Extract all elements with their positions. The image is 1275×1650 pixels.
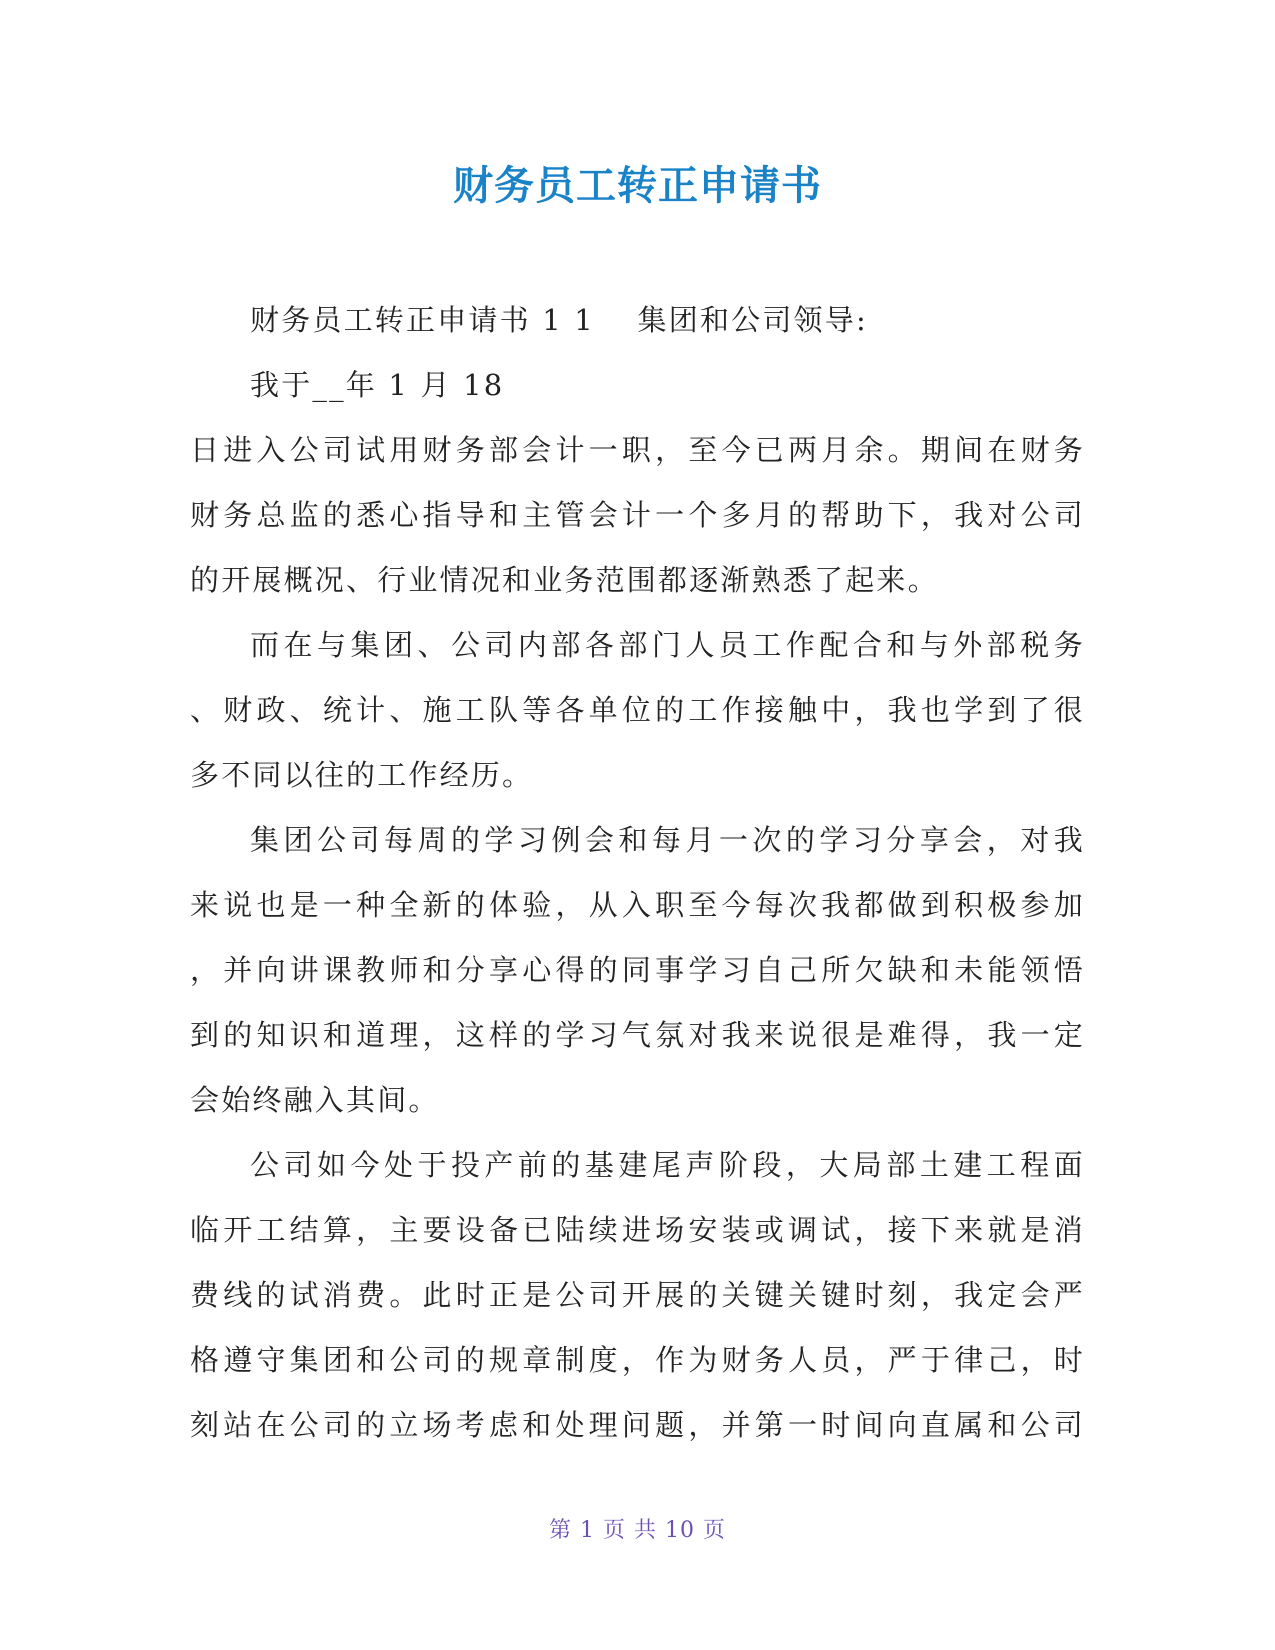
body-line: 到的知识和道理，这样的学习气氛对我来说很是难得，我一定 (190, 1018, 1085, 1052)
body-line: 财务总监的悉心指导和主管会计一个多月的帮助下，我对公司 (190, 498, 1085, 532)
body-line: 临开工结算，主要设备已陆续进场安装或调试，接下来就是消 (190, 1213, 1085, 1247)
body-line: ，并向讲课教师和分享心得的同事学习自己所欠缺和未能领悟 (190, 953, 1085, 987)
body-line: 集团公司每周的学习例会和每月一次的学习分享会，对我 (250, 823, 1085, 857)
footer-middle: 页 共 (603, 1518, 657, 1543)
body-line: 刻站在公司的立场考虑和处理问题，并第一时间向直属和公司 (190, 1408, 1085, 1442)
page-footer (0, 1513, 1275, 1544)
body-line: 多不同以往的工作经历。 (190, 758, 534, 792)
footer-page-number: 1 (580, 1518, 595, 1543)
document-body (190, 288, 1085, 1458)
body-line: 费线的试消费。此时正是公司开展的关键关键时刻，我定会严 (190, 1278, 1085, 1312)
body-line: 日进入公司试用财务部会计一职，至今已两月余。期间在财务 (190, 433, 1085, 467)
body-line: 我于__年 1 月 18 (250, 368, 505, 402)
footer-total-pages: 10 (665, 1518, 695, 1543)
body-line: 来说也是一种全新的体验，从入职至今每次我都做到积极参加 (190, 888, 1085, 922)
document-title: 财务员工转正申请书 (453, 163, 822, 209)
body-line: 公司如今处于投产前的基建尾声阶段，大局部土建工程面 (250, 1148, 1085, 1182)
body-line: 格遵守集团和公司的规章制度，作为财务人员，严于律己，时 (190, 1343, 1085, 1377)
body-line: 、财政、统计、施工队等各单位的工作接触中，我也学到了很 (190, 693, 1085, 727)
body-line: 会始终融入其间。 (190, 1083, 440, 1117)
footer-suffix: 页 (703, 1518, 727, 1543)
body-line: 而在与集团、公司内部各部门人员工作配合和与外部税务 (250, 628, 1085, 662)
footer-prefix: 第 (548, 1518, 572, 1543)
body-line: 财务员工转正申请书 1 1 集团和公司领导: (250, 303, 868, 337)
body-line: 的开展概况、行业情况和业务范围都逐渐熟悉了起来。 (190, 563, 939, 597)
